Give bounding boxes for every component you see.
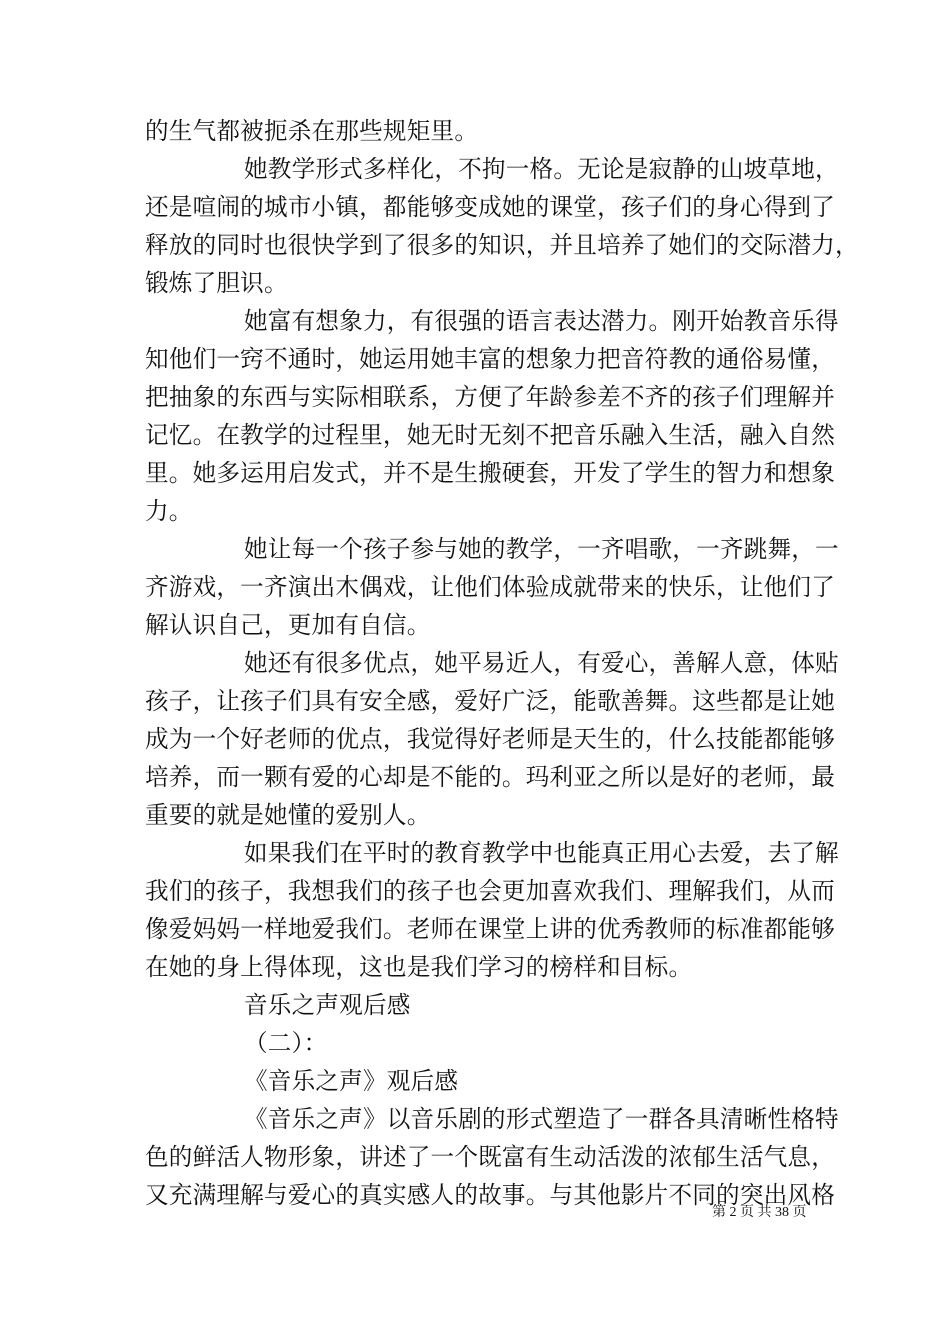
text-line: 的生气都被扼杀在那些规矩里。 [145,117,479,145]
text-line: 重要的就是她懂的爱别人。 [145,801,431,829]
text-line: 色的鲜活人物形象，讲述了一个既富有生动活泼的浓郁生活气息， [145,1143,836,1171]
text-line: 她还有很多优点，她平易近人，有爱心，善解人意，体贴 [244,649,839,677]
text-line: 知他们一窍不通时，她运用她丰富的想象力把音符教的通俗易懂， [145,345,836,373]
text-line: 里。她多运用启发式，并不是生搬硬套，开发了学生的智力和想象 [145,459,836,487]
text-line: 齐游戏，一齐演出木偶戏，让他们体验成就带来的快乐，让他们了 [145,573,836,601]
section-title: 音乐之声观后感 [244,991,411,1019]
text-line: 解认识自己，更加有自信。 [145,611,431,639]
text-line: 记忆。在教学的过程里，她无时无刻不把音乐融入生活，融入自然 [145,421,836,449]
text-line: 在她的身上得体现，这也是我们学习的榜样和目标。 [145,953,693,981]
text-line: 锻炼了胆识。 [145,269,288,297]
text-line: 成为一个好老师的优点，我觉得好老师是天生的，什么技能都能够 [145,725,836,753]
text-line: 培养，而一颗有爱的心却是不能的。玛利亚之所以是好的老师，最 [145,763,836,791]
text-line: 她让每一个孩子参与她的教学，一齐唱歌，一齐跳舞，一 [244,535,839,563]
essay-heading: 《音乐之声》观后感 [244,1067,459,1095]
text-line: 我们的孩子，我想我们的孩子也会更加喜欢我们、理解我们，从而 [145,877,836,905]
section-subtitle: （二）： [244,1029,328,1057]
text-line: 《音乐之声》以音乐剧的形式塑造了一群各具清晰性格特 [244,1105,839,1133]
page-number-footer: 第 2 页 共 38 页 [712,1205,807,1220]
text-line: 力。 [145,497,193,525]
text-line: 像爱妈妈一样地爱我们。老师在课堂上讲的优秀教师的标准都能够 [145,915,836,943]
text-line: 释放的同时也很快学到了很多的知识，并且培养了她们的交际潜力， [145,231,859,259]
text-line: 把抽象的东西与实际相联系，方便了年龄参差不齐的孩子们理解并 [145,383,836,411]
text-line: 又充满理解与爱心的真实感人的故事。与其他影片不同的突出风格 [145,1181,836,1209]
text-line: 她富有想象力，有很强的语言表达潜力。刚开始教音乐得 [244,307,839,335]
text-line: 孩子，让孩子们具有安全感，爱好广泛，能歌善舞。这些都是让她 [145,687,836,715]
text-line: 如果我们在平时的教育教学中也能真正用心去爱，去了解 [244,839,839,867]
text-line: 还是喧闹的城市小镇，都能够变成她的课堂，孩子们的身心得到了 [145,193,836,221]
text-line: 她教学形式多样化，不拘一格。无论是寂静的山坡草地， [244,155,839,183]
